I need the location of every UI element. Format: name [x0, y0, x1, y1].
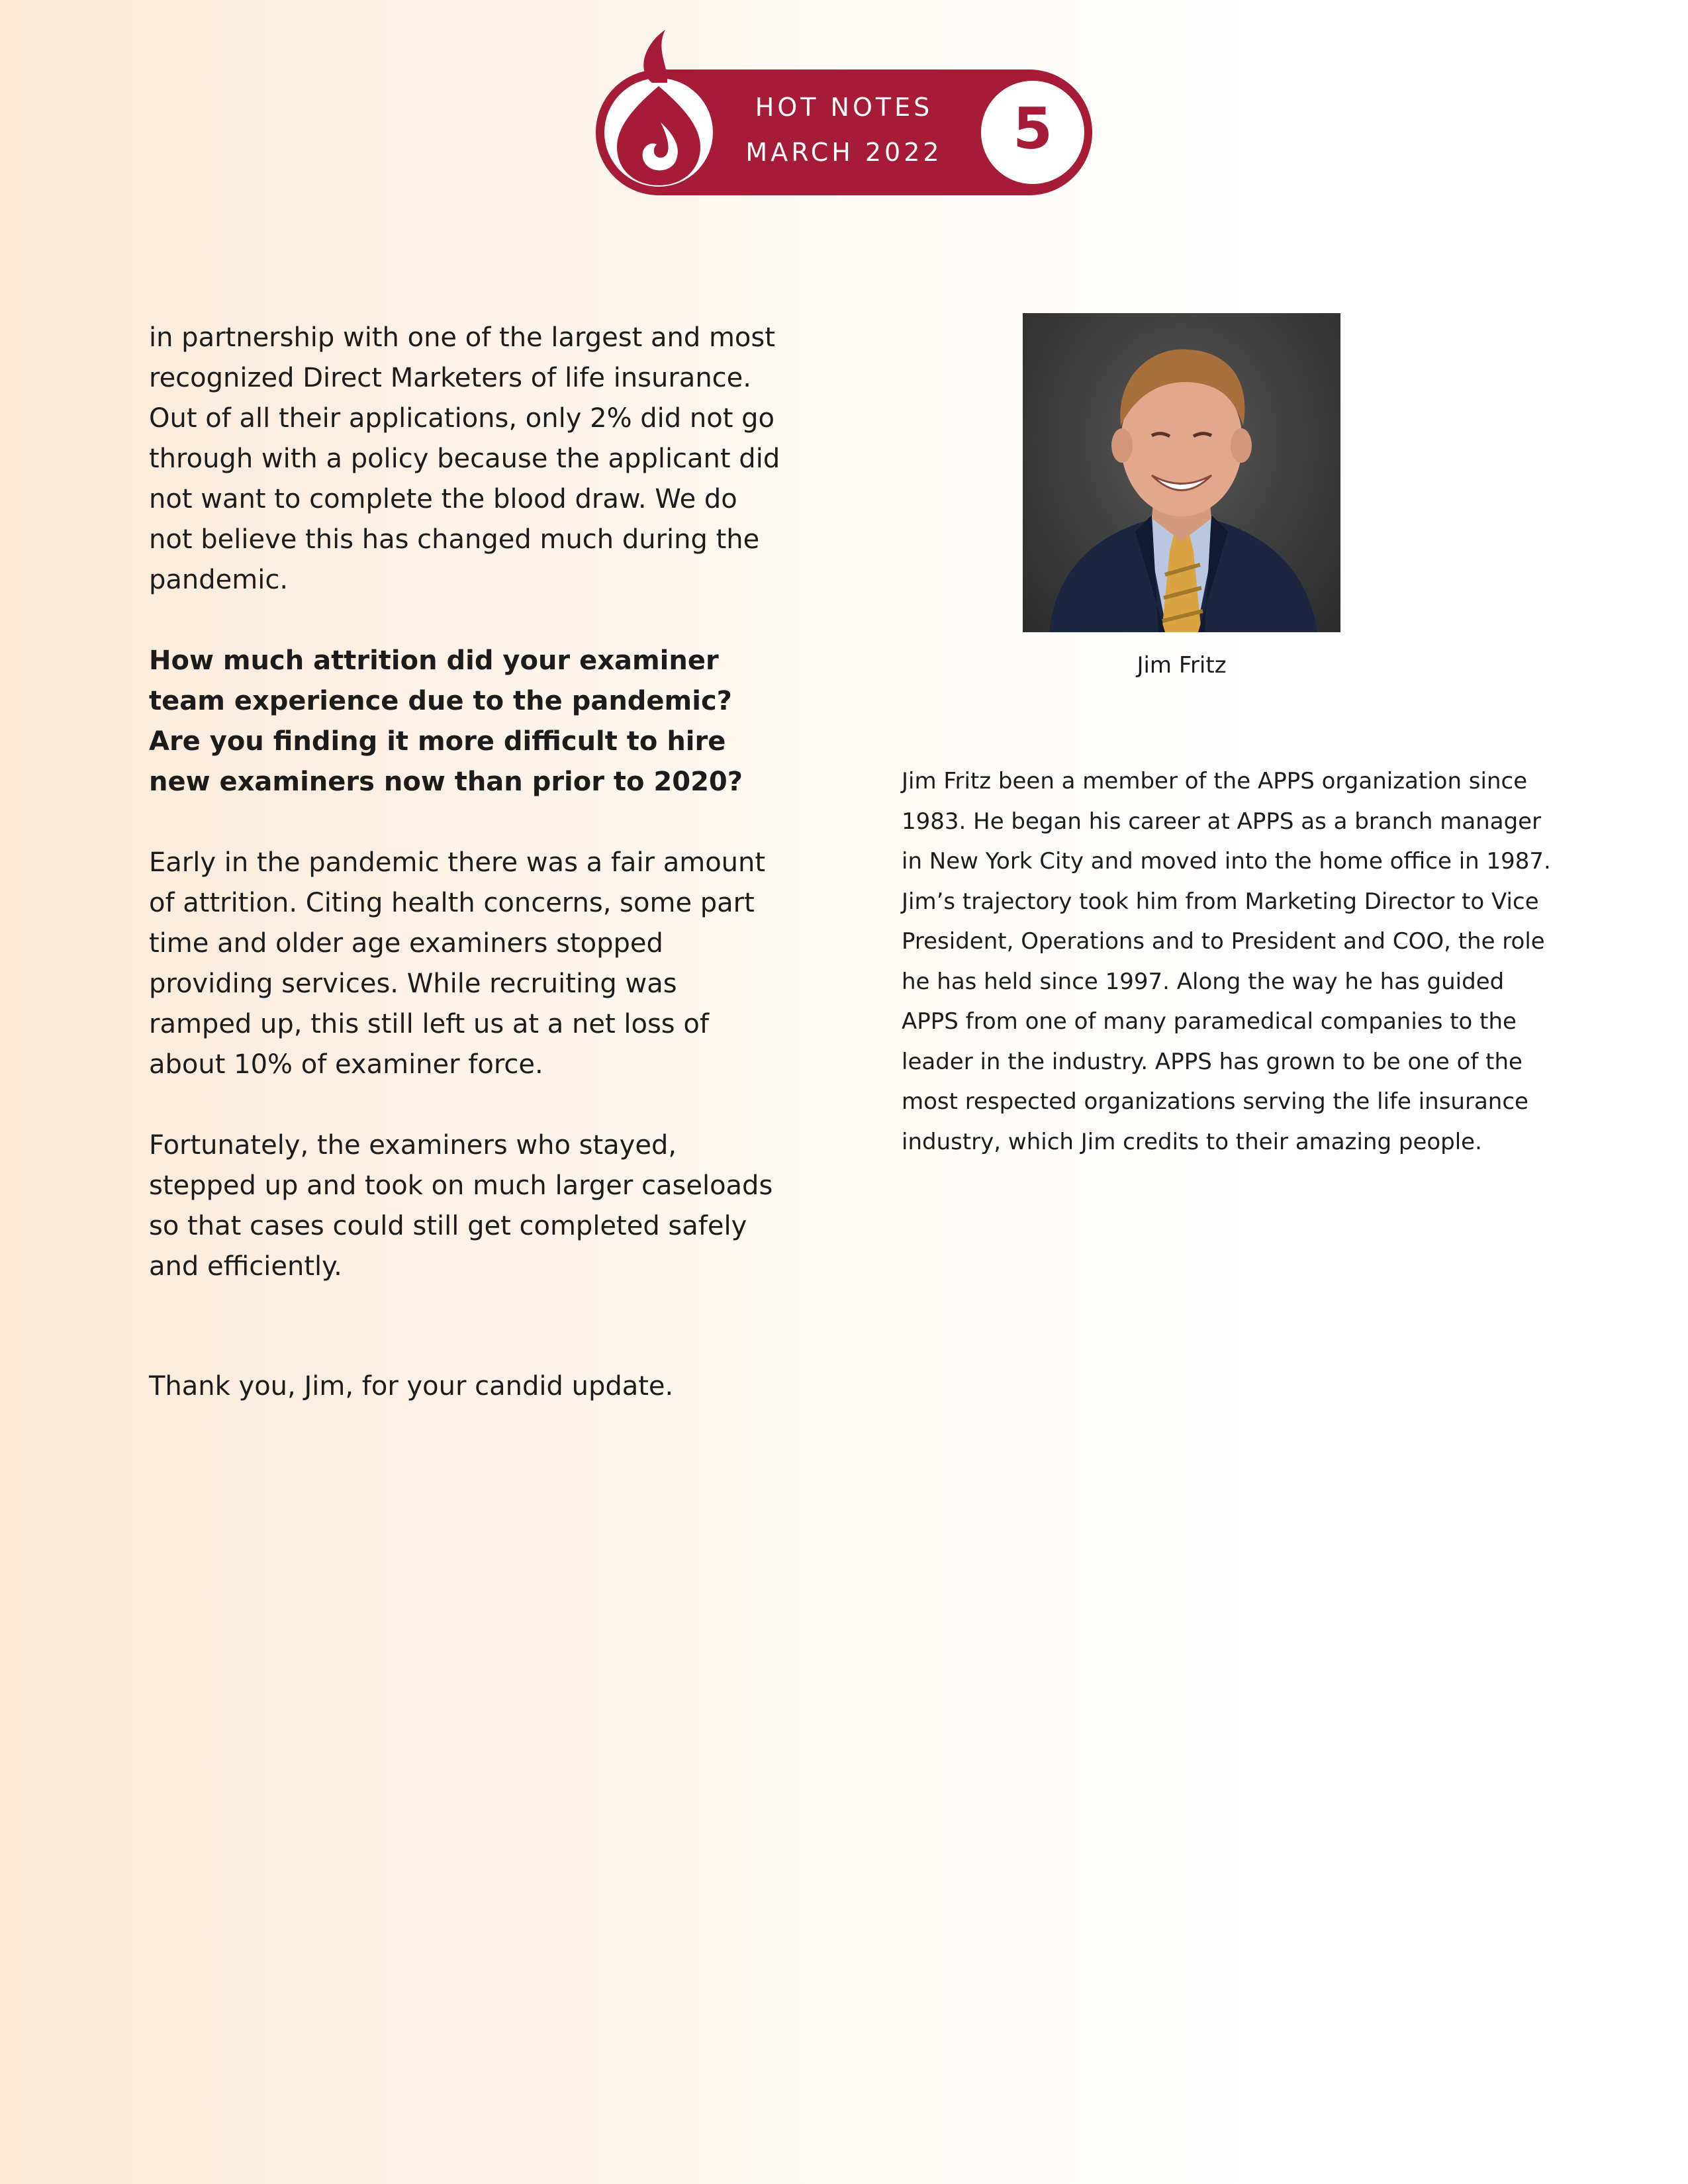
closing-line: Thank you, Jim, for your candid update. [149, 1371, 674, 1401]
article-paragraph: Fortunately, the examiners who stayed, stepped up and took on much larger caseloads so that cases could still get completed safely and efficiently. [149, 1130, 773, 1282]
bio-paragraph: Jim Fritz been a member of the APPS organization since 1983. He began his career at APPS as a branch manager in New York City and moved into the home office in 1987. Jim’s trajectory took him from Marketing Director to Vice President, Operations and to President and COO, the role he has held since 1997. Along the way he has guided APPS from one of many paramedical companies to the leader in the industry. APPS has grown to be one of the most respected organizations serving the life insurance industry, which Jim credits to their amazing people. [902, 768, 1551, 1155]
interview-question: How much attrition did your examiner team experience due to the pandemic? Are you finding it more difficult to hire new examiners now than prior to 2020? [149, 645, 743, 797]
article-paragraph: Early in the pandemic there was a fair amount of attrition. Citing health concerns, some part time and older age examiners stopped providing services. While recruiting was ramped up, this still left us at a net loss of about 10% of examiner force. [149, 847, 766, 1080]
newsletter-title: HOT NOTES [755, 93, 933, 122]
issue-date: MARCH 2022 [745, 138, 943, 167]
photo-caption: Jim Fritz [1137, 652, 1227, 679]
page-number: 5 [1013, 96, 1053, 162]
page-header [0, 0, 1688, 212]
article-paragraph: in partnership with one of the largest and most recognized Direct Marketers of life insurance. Out of all their applications, only 2% did not go through with a policy because the applicant did not want to complete the blood draw. We do not believe this has changed much during the pandemic. [149, 322, 780, 595]
article-left-column [149, 318, 784, 1447]
portrait-photo [1023, 313, 1340, 632]
